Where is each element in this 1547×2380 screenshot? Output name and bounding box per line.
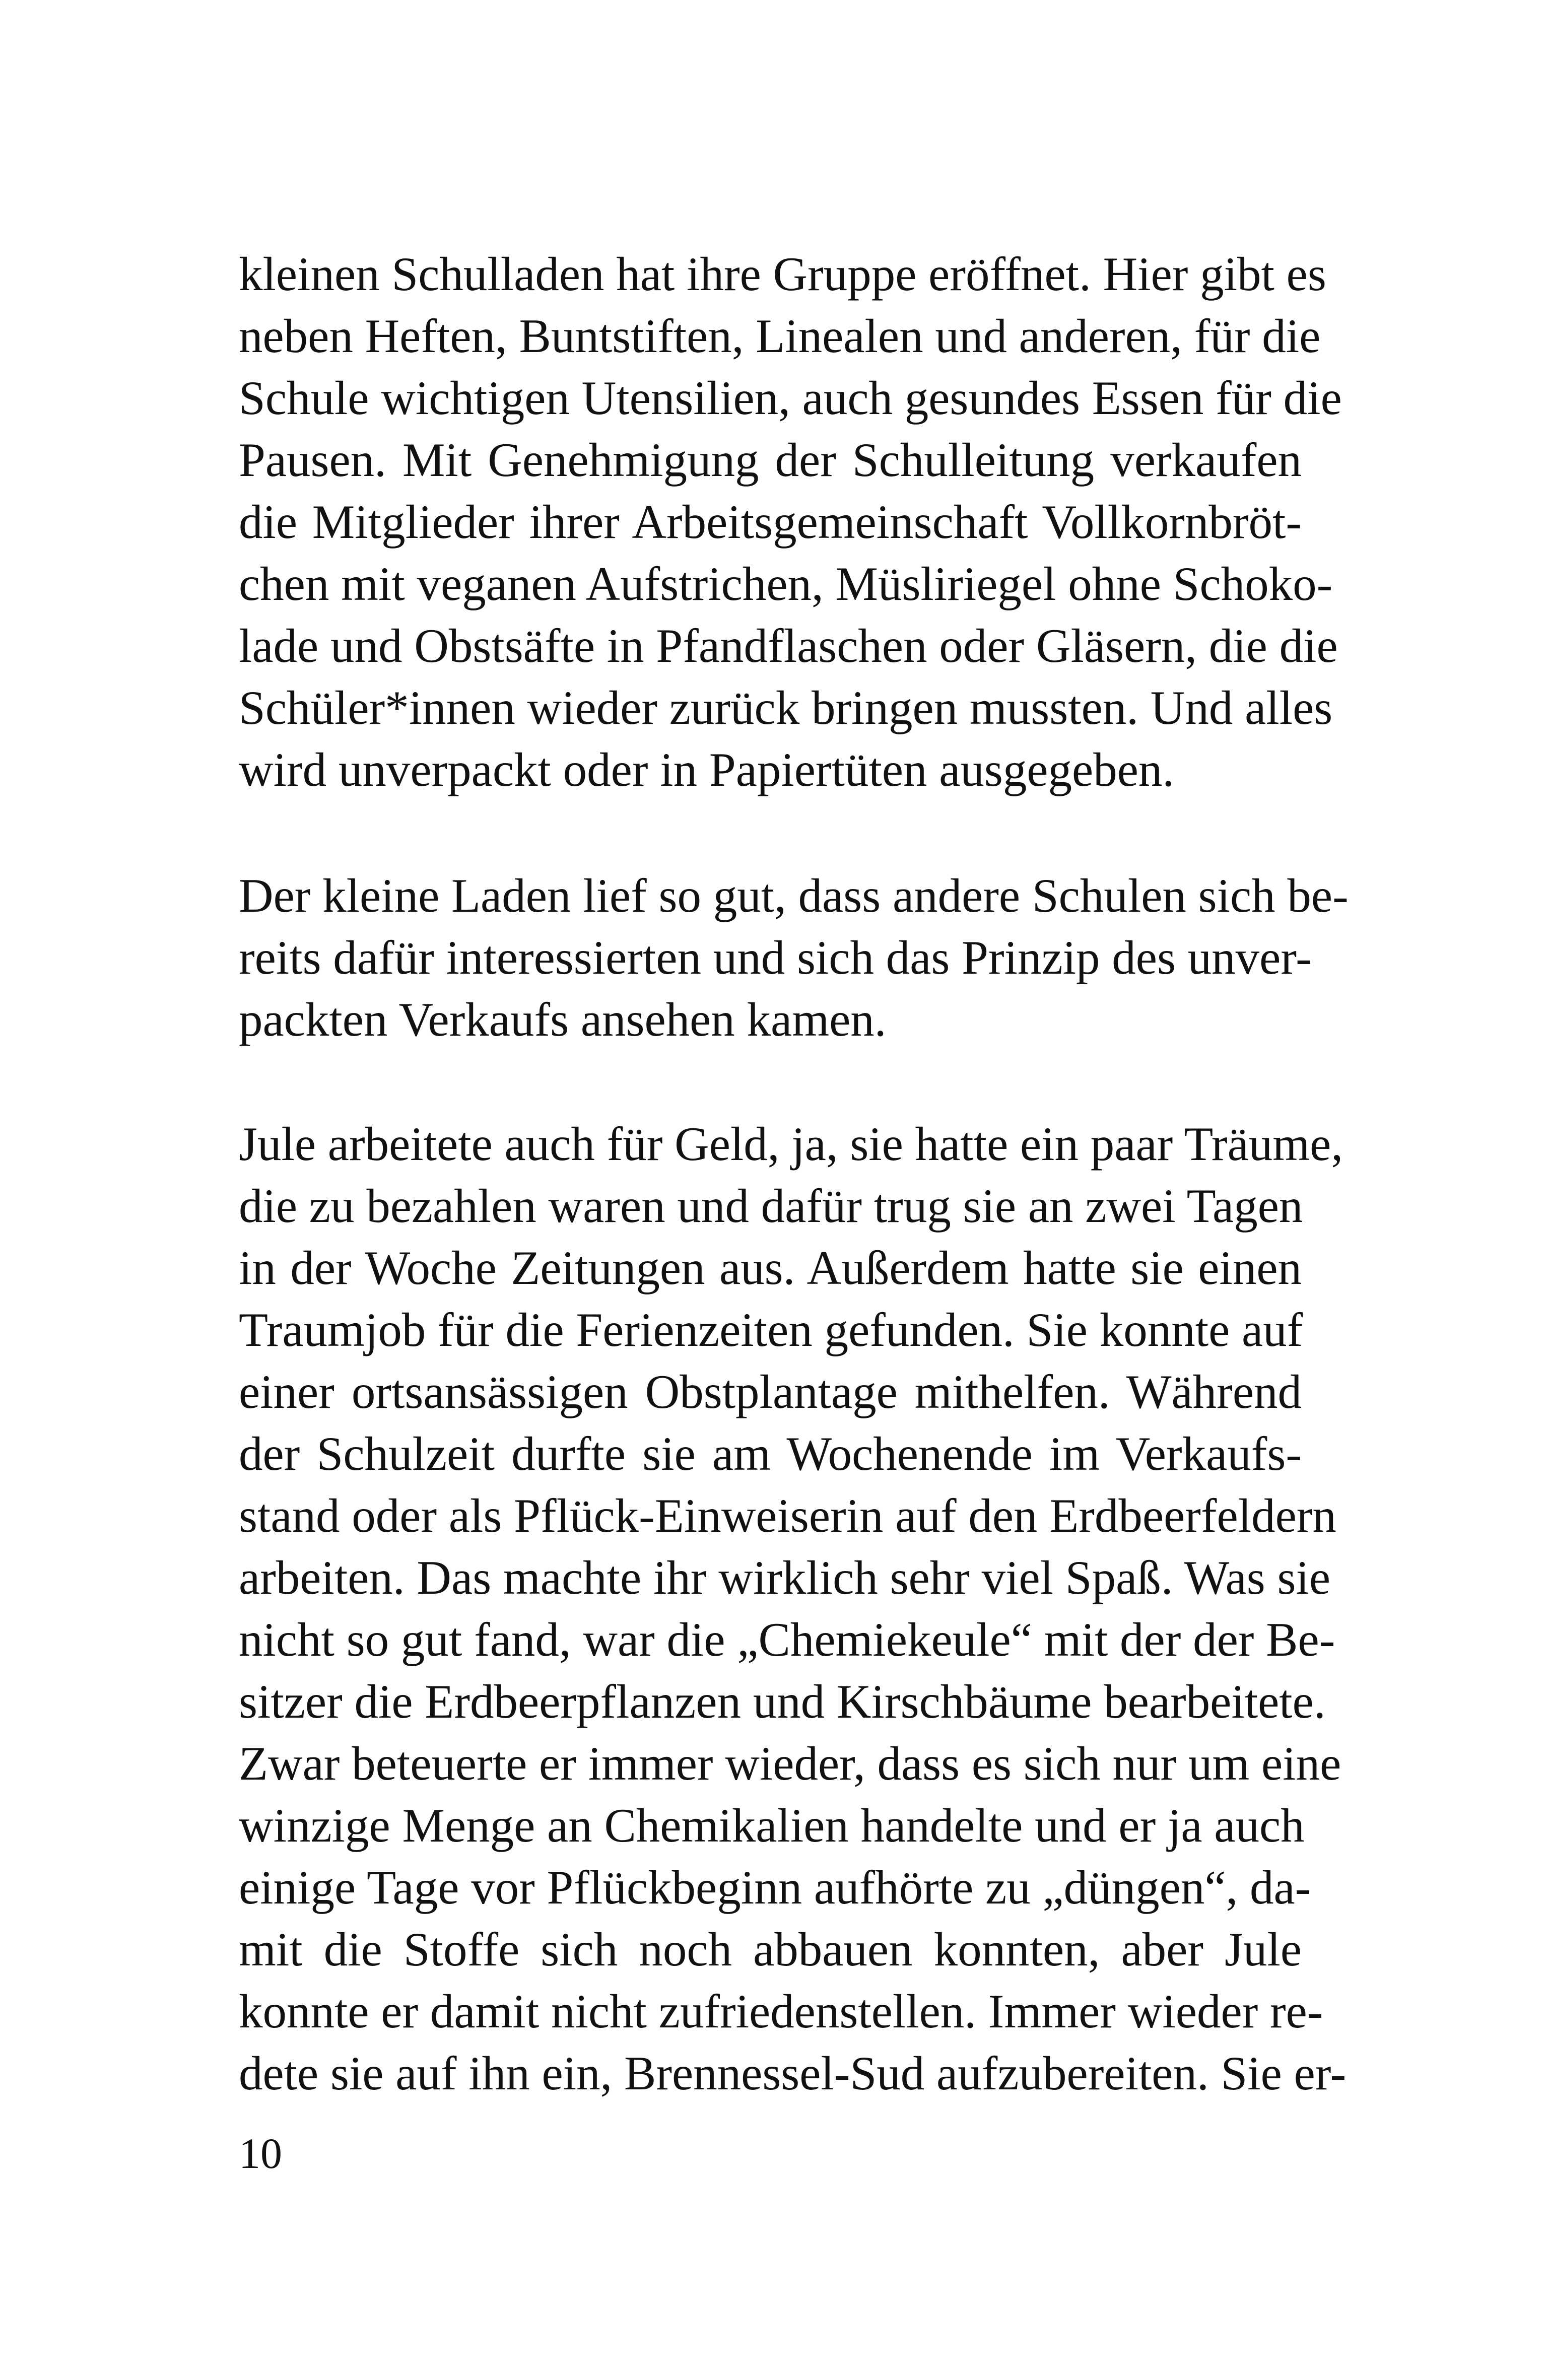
text-line: lade und Obstsäfte in Pfandflaschen oder Gläsern, die die bbox=[239, 619, 1338, 672]
text-line: kleinen Schulladen hat ihre Gruppe eröffnet. Hier gibt es bbox=[239, 247, 1326, 301]
text-line: wird unverpackt oder in Papiertüten ausgegeben. bbox=[239, 743, 1175, 796]
text-line: Pausen. Mit Genehmigung der Schulleitung verkaufen bbox=[239, 433, 1302, 487]
text-line: winzige Menge an Chemikalien handelte und er ja auch bbox=[239, 1799, 1305, 1852]
text-line: die zu bezahlen waren und dafür trug sie an zwei Tagen bbox=[239, 1179, 1303, 1233]
text-line: Jule arbeitete auch für Geld, ja, sie hatte ein paar Träume, bbox=[239, 1117, 1343, 1171]
text-line: Der kleine Laden lief so gut, dass andere Schulen sich be- bbox=[239, 869, 1349, 922]
text-line: chen mit veganen Aufstrichen, Müsliriegel ohne Schoko- bbox=[239, 557, 1333, 610]
text-line: stand oder als Pflück-Einweiserin auf den Erdbeerfeldern bbox=[239, 1489, 1336, 1542]
text-line: die Mitglieder ihrer Arbeitsgemeinschaft Vollkornbröt- bbox=[239, 495, 1302, 549]
text-line: nicht so gut fand, war die „Chemiekeule“ mit der der Be- bbox=[239, 1613, 1335, 1666]
text-line: konnte er damit nicht zufriedenstellen. Immer wieder re- bbox=[239, 1985, 1323, 2038]
text-line: packten Verkaufs ansehen kamen. bbox=[239, 993, 887, 1046]
text-line: Traumjob für die Ferienzeiten gefunden. Sie konnte auf bbox=[239, 1303, 1303, 1356]
text-line: sitzer die Erdbeerpflanzen und Kirschbäume bearbeitete. bbox=[239, 1675, 1326, 1728]
text-line: arbeiten. Das machte ihr wirklich sehr viel Spaß. Was sie bbox=[239, 1551, 1331, 1604]
text-line: mit die Stoffe sich noch abbauen konnten, aber Jule bbox=[239, 1923, 1302, 1976]
text-line: Schüler*innen wieder zurück bringen mussten. Und alles bbox=[239, 681, 1333, 734]
text-line: Schule wichtigen Utensilien, auch gesundes Essen für die bbox=[239, 371, 1342, 425]
text-line: reits dafür interessierten und sich das Prinzip des unver- bbox=[239, 931, 1312, 984]
text-line: Zwar beteuerte er immer wieder, dass es sich nur um eine bbox=[239, 1737, 1341, 1790]
text-line: der Schulzeit durfte sie am Wochenende im Verkaufs- bbox=[239, 1427, 1302, 1480]
text-line: einer ortsansässigen Obstplantage mithelfen. Während bbox=[239, 1365, 1302, 1418]
text-line: in der Woche Zeitungen aus. Außerdem hatte sie einen bbox=[239, 1241, 1302, 1295]
text-line: einige Tage vor Pflückbeginn aufhörte zu „düngen“, da- bbox=[239, 1861, 1311, 1914]
paragraph-jule-work bbox=[239, 1113, 1347, 2104]
page-number: 10 bbox=[239, 2129, 282, 2178]
paragraph-school-shop bbox=[239, 243, 1342, 801]
text-line: neben Heften, Buntstiften, Linealen und anderen, für die bbox=[239, 309, 1321, 363]
paragraph-shop-success bbox=[239, 865, 1349, 1051]
text-line: dete sie auf ihn ein, Brennessel-Sud aufzubereiten. Sie er- bbox=[239, 2047, 1347, 2100]
